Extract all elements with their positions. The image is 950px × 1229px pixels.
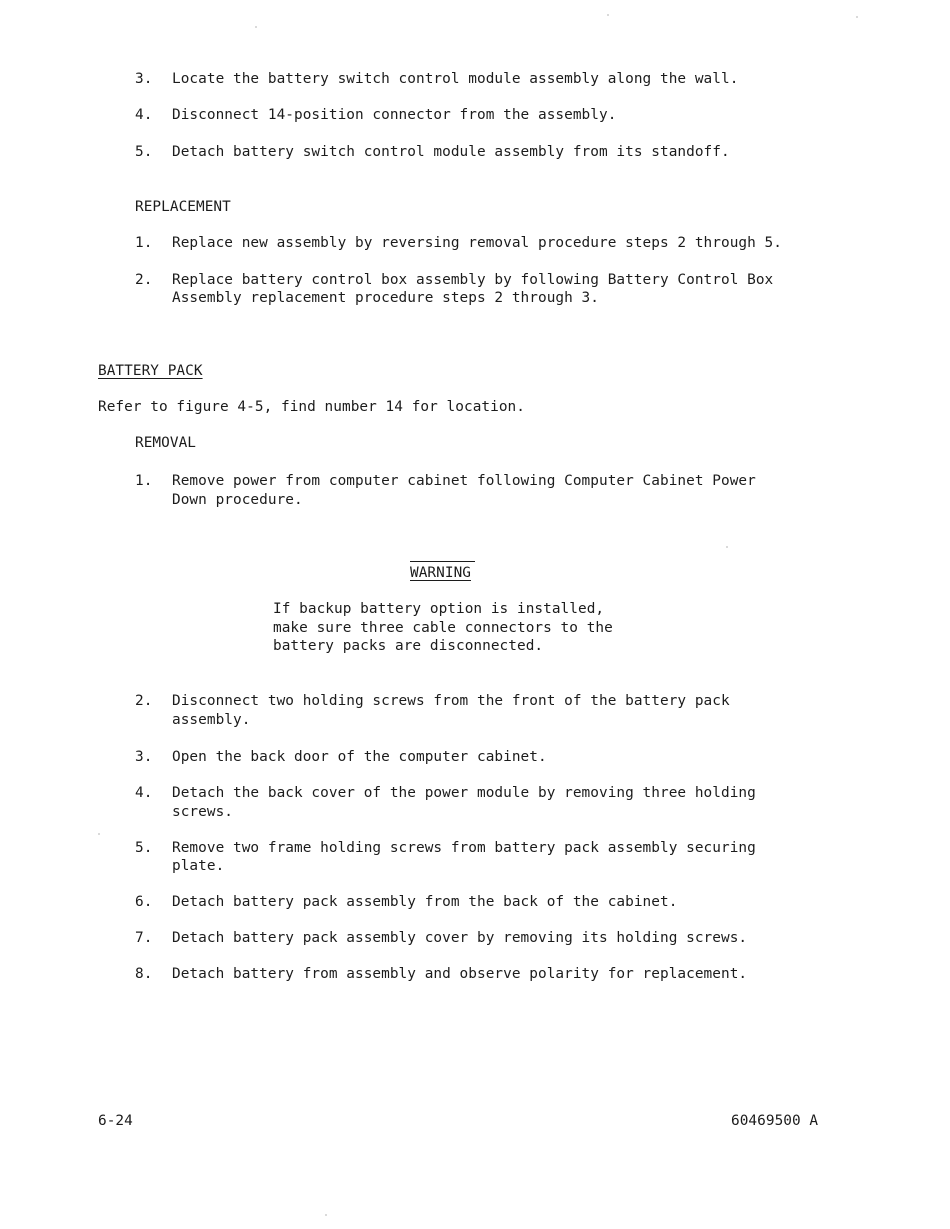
scan-speck <box>325 1214 327 1216</box>
step-number: 2. <box>135 272 153 288</box>
step-text: Open the back door of the computer cabinet. <box>172 749 547 765</box>
step-number: 1. <box>135 235 153 251</box>
section-title: BATTERY PACK <box>98 363 203 379</box>
removal-heading: REMOVAL <box>135 435 196 451</box>
step-text: Remove power from computer cabinet following Computer Cabinet Power <box>172 473 756 489</box>
step-number: 2. <box>135 693 153 709</box>
step-number: 5. <box>135 144 153 160</box>
warning-text: make sure three cable connectors to the <box>273 620 613 636</box>
warning-text: battery packs are disconnected. <box>273 638 544 654</box>
step-text-continued: screws. <box>172 804 233 820</box>
step-text: Replace battery control box assembly by following Battery Control Box <box>172 272 774 288</box>
warning-text: If backup battery option is installed, <box>273 601 605 617</box>
step-text: Remove two frame holding screws from battery pack assembly securing <box>172 840 756 856</box>
step-text: Locate the battery switch control module assembly along the wall. <box>172 71 739 87</box>
document-number: 60469500 A <box>731 1113 819 1129</box>
step-text-continued: Down procedure. <box>172 492 303 508</box>
replacement-heading: REPLACEMENT <box>135 199 231 215</box>
step-text: Disconnect 14-position connector from the assembly. <box>172 107 617 123</box>
step-text: Detach the back cover of the power module by removing three holding <box>172 785 756 801</box>
step-text: Replace new assembly by reversing removal procedure steps 2 through 5. <box>172 235 782 251</box>
step-number: 4. <box>135 785 153 801</box>
step-number: 8. <box>135 966 153 982</box>
scan-speck <box>255 26 257 28</box>
step-text: Detach battery pack assembly cover by removing its holding screws. <box>172 930 748 946</box>
step-text-continued: Assembly replacement procedure steps 2 through 3. <box>172 290 599 306</box>
scan-speck <box>607 14 609 16</box>
step-text: Detach battery from assembly and observe polarity for replacement. <box>172 966 748 982</box>
page-number: 6-24 <box>98 1113 133 1129</box>
step-number: 7. <box>135 930 153 946</box>
step-number: 1. <box>135 473 153 489</box>
step-text-continued: plate. <box>172 858 225 874</box>
step-text: Disconnect two holding screws from the front of the battery pack <box>172 693 730 709</box>
step-number: 4. <box>135 107 153 123</box>
step-number: 5. <box>135 840 153 856</box>
step-number: 3. <box>135 749 153 765</box>
step-number: 3. <box>135 71 153 87</box>
step-text: Detach battery pack assembly from the back of the cabinet. <box>172 894 678 910</box>
section-intro: Refer to figure 4-5, find number 14 for location. <box>98 399 525 415</box>
scan-speck <box>856 16 858 18</box>
scan-speck <box>726 546 728 548</box>
step-text-continued: assembly. <box>172 712 251 728</box>
scan-speck <box>98 833 100 835</box>
warning-overline <box>410 561 475 562</box>
step-number: 6. <box>135 894 153 910</box>
step-text: Detach battery switch control module assembly from its standoff. <box>172 144 730 160</box>
warning-title: WARNING <box>410 565 471 581</box>
